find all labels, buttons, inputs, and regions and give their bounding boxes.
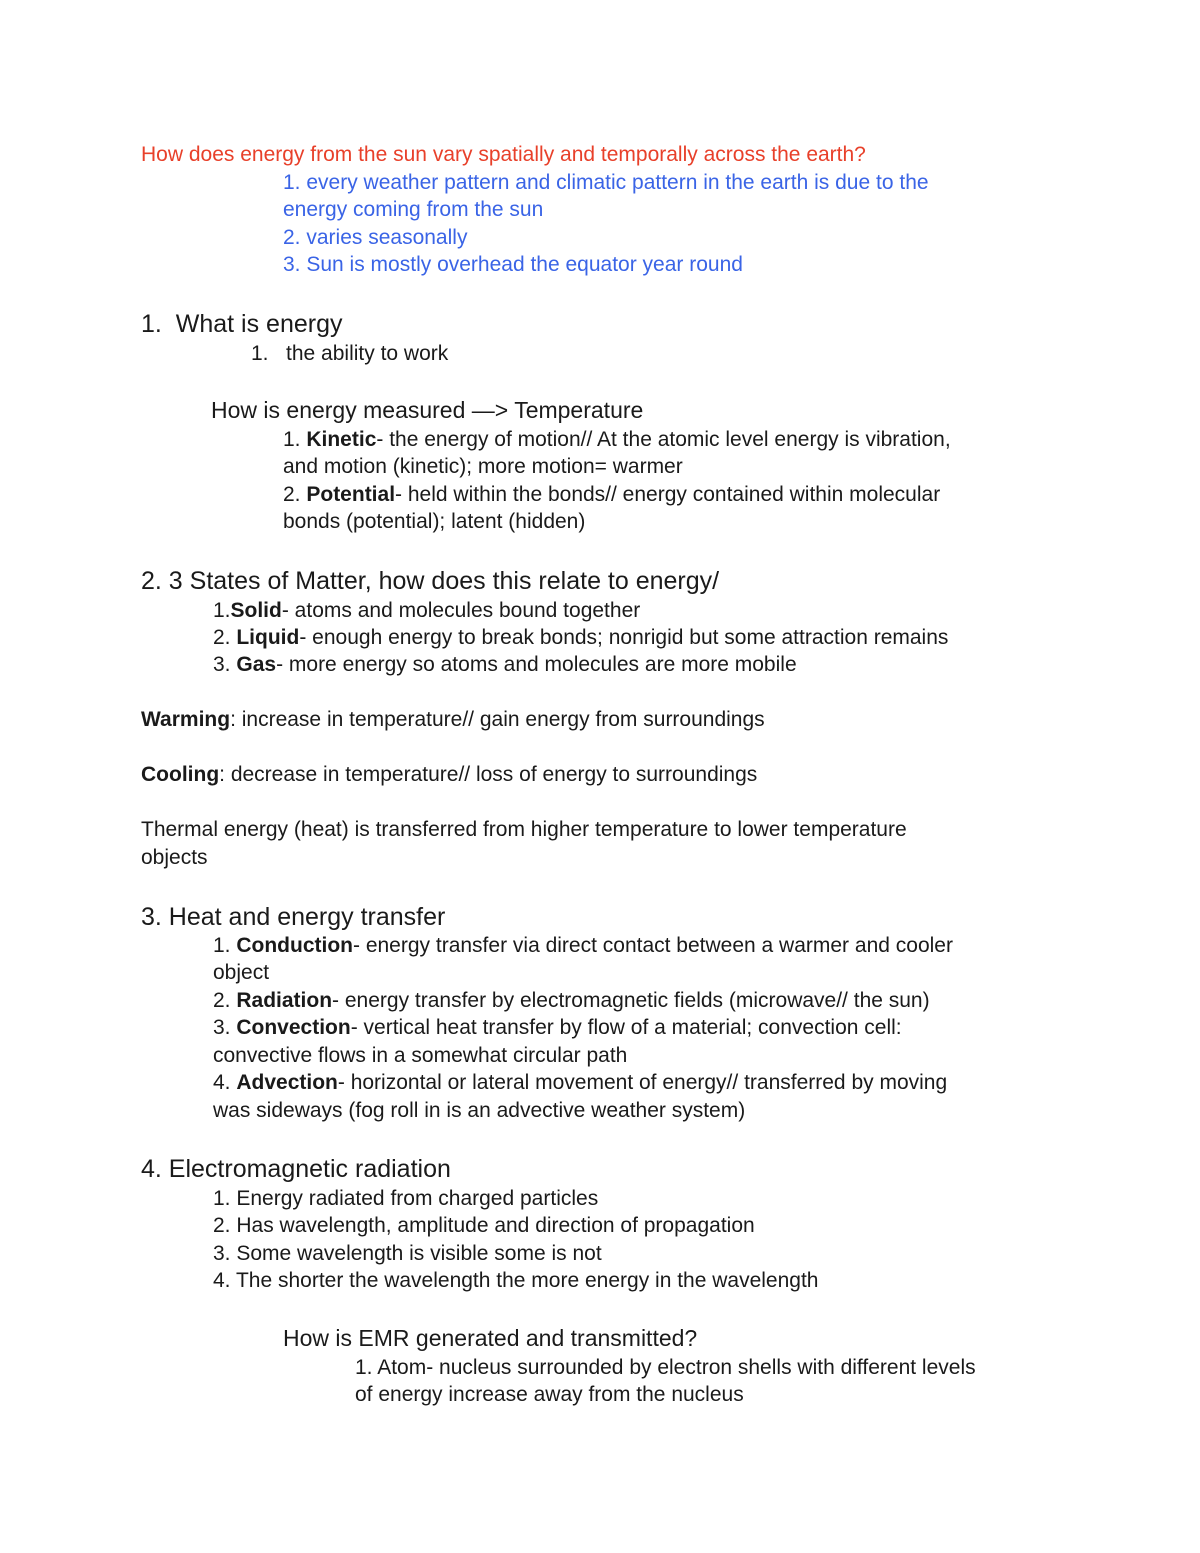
intro-point-1-cont: energy coming from the sun bbox=[283, 198, 544, 221]
conduction-item bbox=[213, 932, 953, 959]
convection-item-cont: convective flows in a somewhat circular path bbox=[213, 1044, 628, 1067]
potential-item-cont: bonds (potential); latent (hidden) bbox=[283, 510, 586, 533]
list-number: 2. bbox=[213, 989, 231, 1012]
potential-definition: - held within the bonds// energy contained within molecular bbox=[395, 483, 941, 506]
convection-item bbox=[213, 1014, 902, 1041]
thermal-line-cont: objects bbox=[141, 846, 208, 869]
term-liquid: Liquid bbox=[236, 626, 300, 649]
intro-point-3 bbox=[283, 251, 743, 278]
conduction-item-cont: object bbox=[213, 961, 270, 984]
advection-definition: - horizontal or lateral movement of energy// transferred by moving bbox=[337, 1071, 948, 1094]
section-1-subheading: How is energy measured —> Temperature bbox=[211, 397, 644, 423]
term-potential: Potential bbox=[306, 483, 396, 506]
convection-definition: - vertical heat transfer by flow of a material; convection cell: bbox=[350, 1016, 902, 1039]
list-number: 3. bbox=[283, 253, 301, 276]
liquid-definition: - enough energy to break bonds; nonrigid but some attraction remains bbox=[299, 626, 949, 649]
term-solid: Solid bbox=[230, 599, 282, 622]
list-number: 1. bbox=[213, 599, 231, 622]
emr-item-3: 3. Some wavelength is visible some is not bbox=[213, 1242, 602, 1265]
kinetic-item-cont: and motion (kinetic); more motion= warmer bbox=[283, 455, 683, 478]
emr-item-4: 4. The shorter the wavelength the more energy in the wavelength bbox=[213, 1269, 819, 1292]
gas-item bbox=[213, 651, 797, 678]
list-text: varies seasonally bbox=[306, 226, 468, 249]
section-4-subheading: How is EMR generated and transmitted? bbox=[283, 1325, 698, 1351]
term-advection: Advection bbox=[236, 1071, 338, 1094]
list-text: Sun is mostly overhead the equator year round bbox=[306, 253, 743, 276]
conduction-definition: - energy transfer via direct contact between a warmer and cooler bbox=[353, 934, 953, 957]
atom-item: 1. Atom- nucleus surrounded by electron shells with different levels bbox=[355, 1356, 976, 1379]
list-number: 1. bbox=[251, 342, 269, 365]
section-1-item bbox=[251, 340, 448, 367]
list-number: 1. bbox=[283, 171, 301, 194]
term-radiation: Radiation bbox=[236, 989, 333, 1012]
list-number: 2. bbox=[213, 626, 231, 649]
advection-item-cont: was sideways (fog roll in is an advective weather system) bbox=[213, 1099, 746, 1122]
list-number: 1. bbox=[213, 934, 231, 957]
advection-item bbox=[213, 1069, 947, 1096]
section-4-heading: 4. Electromagnetic radiation bbox=[141, 1155, 451, 1183]
potential-item bbox=[283, 481, 940, 508]
warming-definition: : increase in temperature// gain energy from surroundings bbox=[230, 708, 765, 731]
gas-definition: - more energy so atoms and molecules are more mobile bbox=[276, 653, 797, 676]
kinetic-item bbox=[283, 426, 951, 453]
term-gas: Gas bbox=[236, 653, 277, 676]
radiation-definition: - energy transfer by electromagnetic fields (microwave// the sun) bbox=[332, 989, 930, 1012]
section-2-heading: 2. 3 States of Matter, how does this relate to energy/ bbox=[141, 567, 720, 595]
emr-item-1: 1. Energy radiated from charged particles bbox=[213, 1187, 599, 1210]
list-number: 4. bbox=[213, 1071, 231, 1094]
term-kinetic: Kinetic bbox=[306, 428, 377, 451]
kinetic-definition: - the energy of motion// At the atomic level energy is vibration, bbox=[376, 428, 951, 451]
list-number: 3. bbox=[213, 1016, 231, 1039]
list-number: 2. bbox=[283, 483, 301, 506]
intro-point-2 bbox=[283, 224, 467, 251]
liquid-item bbox=[213, 624, 948, 651]
section-3-heading: 3. Heat and energy transfer bbox=[141, 903, 446, 931]
list-number: 1. bbox=[283, 428, 301, 451]
list-text: every weather pattern and climatic pattern in the earth is due to the bbox=[306, 171, 929, 194]
solid-definition: - atoms and molecules bound together bbox=[281, 599, 641, 622]
warming-line bbox=[141, 706, 765, 733]
cooling-definition: : decrease in temperature// loss of energy to surroundings bbox=[219, 763, 758, 786]
solid-item bbox=[213, 597, 640, 624]
term-warming: Warming bbox=[141, 708, 231, 731]
section-1-heading: 1. What is energy bbox=[141, 310, 343, 338]
list-number: 3. bbox=[213, 653, 231, 676]
thermal-line: Thermal energy (heat) is transferred from higher temperature to lower temperature bbox=[141, 818, 907, 841]
term-convection: Convection bbox=[236, 1016, 351, 1039]
emr-item-2: 2. Has wavelength, amplitude and direction of propagation bbox=[213, 1214, 755, 1237]
intro-question: How does energy from the sun vary spatially and temporally across the earth? bbox=[141, 143, 866, 166]
list-number: 2. bbox=[283, 226, 301, 249]
list-text: the ability to work bbox=[286, 342, 449, 365]
intro-point-1 bbox=[283, 169, 929, 196]
term-cooling: Cooling bbox=[141, 763, 220, 786]
term-conduction: Conduction bbox=[236, 934, 353, 957]
radiation-item bbox=[213, 987, 930, 1014]
atom-item-cont: of energy increase away from the nucleus bbox=[355, 1383, 744, 1406]
cooling-line bbox=[141, 761, 757, 788]
